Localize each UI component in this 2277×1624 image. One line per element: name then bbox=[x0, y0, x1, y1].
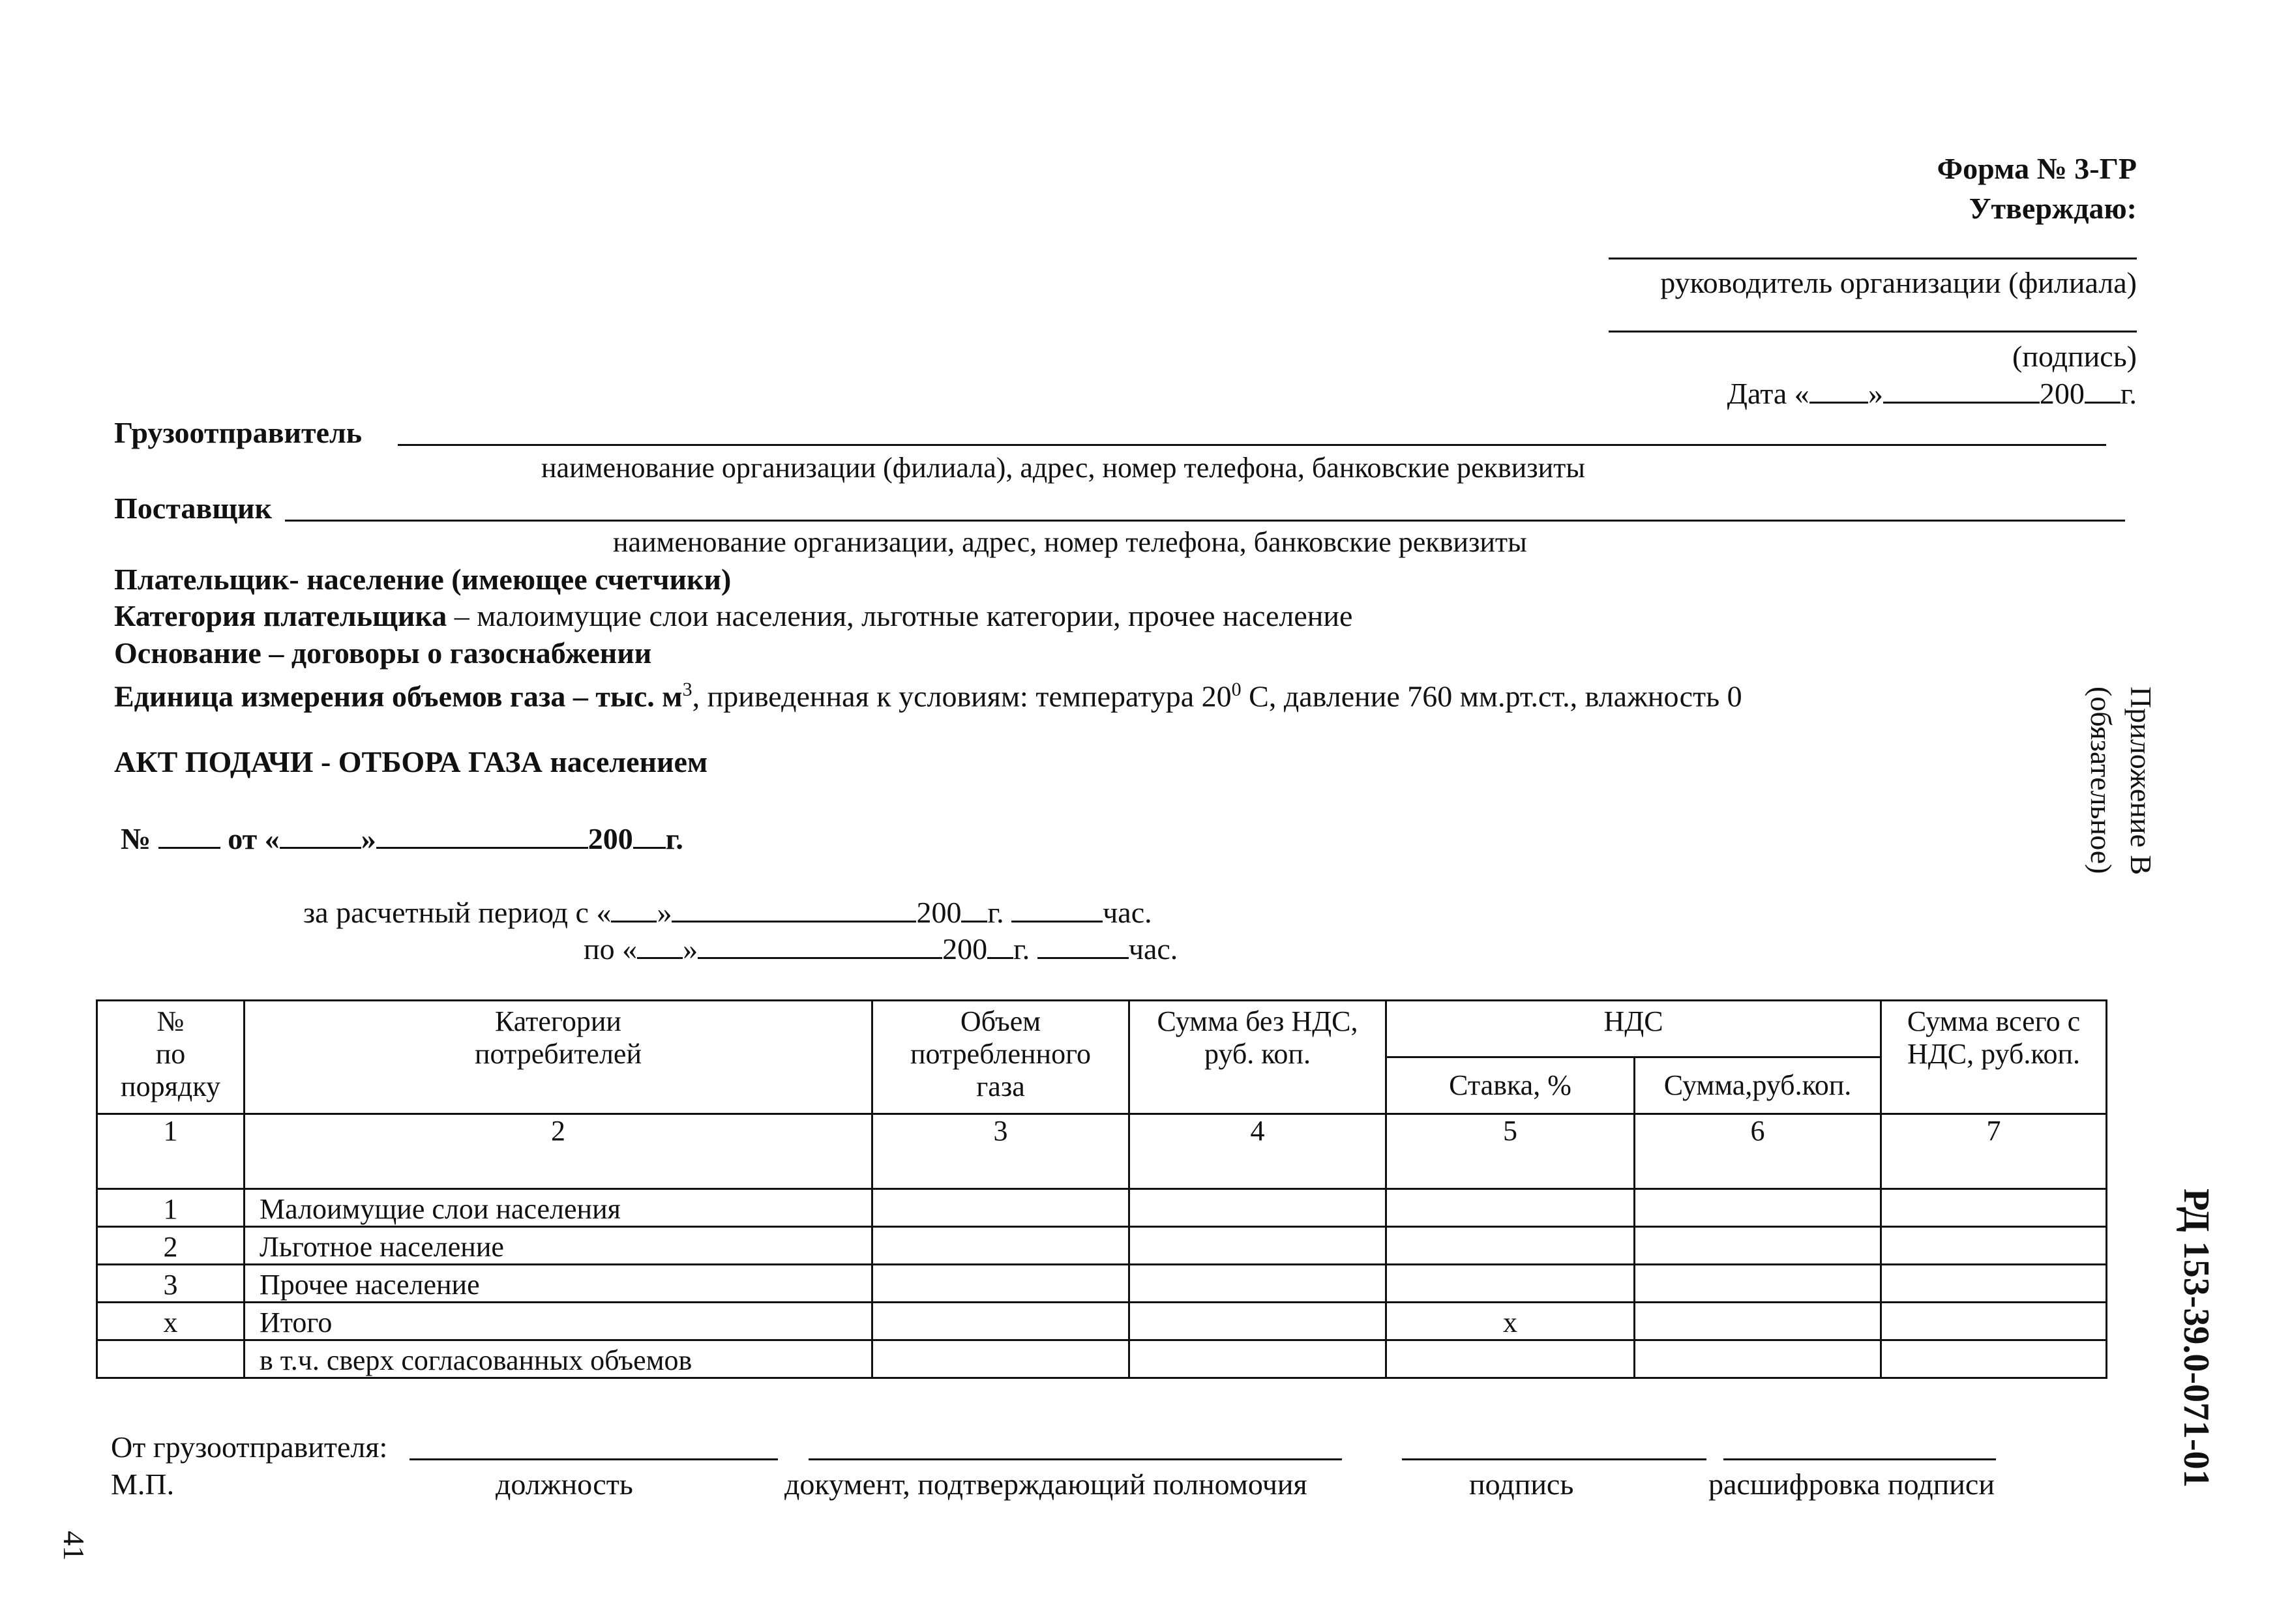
date-prefix: Дата « bbox=[1727, 377, 1809, 410]
payer: Плательщик- население (имеющее счетчики) bbox=[114, 563, 732, 596]
row-volume bbox=[872, 1189, 1129, 1227]
appendix-mandatory: (обязательное) bbox=[2085, 687, 2118, 874]
signature-line bbox=[1609, 331, 2137, 332]
head-caption: руководитель организации (филиала) bbox=[1660, 266, 2137, 299]
table-row bbox=[97, 1227, 2107, 1265]
table-row bbox=[97, 1189, 2107, 1227]
position-line bbox=[409, 1458, 778, 1460]
act-year: 200 bbox=[588, 822, 633, 855]
signature-decode-caption: расшифровка подписи bbox=[1708, 1468, 1995, 1501]
act-mid: » bbox=[361, 822, 376, 855]
row-total bbox=[1881, 1303, 2107, 1340]
row-sum-no-vat bbox=[1129, 1227, 1386, 1265]
table-row bbox=[97, 1340, 2107, 1378]
col-number: 6 bbox=[1635, 1114, 1881, 1189]
row-vat-rate bbox=[1386, 1227, 1635, 1265]
row-category: Прочее население bbox=[245, 1265, 872, 1303]
act-number-line bbox=[121, 821, 683, 857]
header-volume: Объем потребленного газа bbox=[872, 1001, 1129, 1114]
basis bbox=[114, 636, 651, 671]
col-number: 7 bbox=[1881, 1114, 2107, 1189]
period-to-g: г. bbox=[1013, 932, 1030, 966]
row-vat-rate bbox=[1386, 1265, 1635, 1303]
supplier-line bbox=[285, 520, 2125, 522]
supplier-caption: наименование организации, адрес, номер телефона, банковские реквизиты bbox=[613, 526, 1527, 558]
unit bbox=[114, 672, 1742, 714]
col-number: 4 bbox=[1129, 1114, 1386, 1189]
period-to bbox=[584, 932, 1178, 967]
basis-label: Основание – bbox=[114, 636, 284, 670]
payer-category bbox=[114, 598, 1352, 634]
period-to-hour: час. bbox=[1128, 932, 1178, 966]
period-from-g: г. bbox=[987, 896, 1004, 929]
row-sum-no-vat bbox=[1129, 1265, 1386, 1303]
period-from-label: за расчетный период с « bbox=[303, 896, 612, 929]
col-number: 1 bbox=[97, 1114, 245, 1189]
row-category: в т.ч. сверх согласованных объемов bbox=[245, 1340, 872, 1378]
header-vat-sum: Сумма,руб.коп. bbox=[1635, 1057, 1881, 1114]
date-year: 200 bbox=[2039, 377, 2085, 410]
row-sum-no-vat bbox=[1129, 1340, 1386, 1378]
column-number-row bbox=[97, 1114, 2107, 1189]
row-vat-sum bbox=[1635, 1265, 1881, 1303]
shipper-label: Грузоотправитель bbox=[114, 416, 363, 449]
unit-label: Единица измерения объемов газа – тыс. м bbox=[114, 679, 683, 713]
payer-category-label: Категория плательщика bbox=[114, 599, 447, 632]
table-row bbox=[97, 1303, 2107, 1340]
header-num: № по порядку bbox=[97, 1001, 245, 1114]
period-to-year: 200 bbox=[942, 932, 988, 966]
row-num: 3 bbox=[97, 1265, 245, 1303]
row-total bbox=[1881, 1340, 2107, 1378]
row-volume bbox=[872, 1340, 1129, 1378]
approval-date bbox=[1727, 376, 2137, 411]
row-num: x bbox=[97, 1303, 245, 1340]
supplier-label: Поставщик bbox=[114, 492, 273, 525]
authority-doc-line bbox=[809, 1458, 1342, 1460]
shipper-caption: наименование организации (филиала), адрес, номер телефона, банковские реквизиты bbox=[541, 452, 1585, 484]
header-vat: НДС bbox=[1386, 1001, 1881, 1057]
table-row bbox=[97, 1265, 2107, 1303]
unit-sup: 3 bbox=[682, 679, 692, 700]
header-vat-rate: Ставка, % bbox=[1386, 1057, 1635, 1114]
col-number: 3 bbox=[872, 1114, 1129, 1189]
document-code: РД 153-39.0-071-01 bbox=[2176, 1188, 2216, 1488]
row-num bbox=[97, 1340, 245, 1378]
row-category: Льготное население bbox=[245, 1227, 872, 1265]
head-signature-line bbox=[1609, 258, 2137, 259]
row-category: Итого bbox=[245, 1303, 872, 1340]
row-vat-sum bbox=[1635, 1340, 1881, 1378]
row-total bbox=[1881, 1265, 2107, 1303]
form-number: Форма № 3-ГР bbox=[1937, 152, 2137, 185]
row-vat-rate bbox=[1386, 1340, 1635, 1378]
appendix-label: Приложение В bbox=[2124, 687, 2158, 876]
unit-value-1: , приведенная к условиям: температура 20 bbox=[692, 679, 1232, 713]
row-vat-sum bbox=[1635, 1189, 1881, 1227]
row-num: 2 bbox=[97, 1227, 245, 1265]
payer-category-value: – малоимущие слои населения, льготные категории, прочее население bbox=[447, 599, 1353, 632]
period-to-mid: » bbox=[683, 932, 698, 966]
from-shipper: От грузоотправителя: bbox=[111, 1430, 388, 1464]
authority-doc-caption: документ, подтверждающий полномочия bbox=[784, 1468, 1307, 1501]
col-number: 2 bbox=[245, 1114, 872, 1189]
row-category: Малоимущие слои населения bbox=[245, 1189, 872, 1227]
col-number: 5 bbox=[1386, 1114, 1635, 1189]
row-sum-no-vat bbox=[1129, 1189, 1386, 1227]
row-num: 1 bbox=[97, 1189, 245, 1227]
shipper-line bbox=[398, 444, 2106, 446]
unit-sup2: 0 bbox=[1231, 679, 1242, 700]
row-total bbox=[1881, 1227, 2107, 1265]
row-vat-sum bbox=[1635, 1227, 1881, 1265]
row-volume bbox=[872, 1265, 1129, 1303]
position-caption: должность bbox=[496, 1468, 633, 1501]
signature-caption-footer: подпись bbox=[1469, 1468, 1574, 1501]
signature-caption: (подпись) bbox=[2012, 340, 2137, 373]
unit-value-2: С, давление 760 мм.рт.ст., влажность 0 bbox=[1241, 679, 1742, 713]
date-mid: » bbox=[1868, 377, 1883, 410]
basis-value: договоры о газоснабжении bbox=[284, 636, 652, 670]
header-sum-no-vat: Сумма без НДС, руб. коп. bbox=[1129, 1001, 1386, 1114]
approve-label: Утверждаю: bbox=[1969, 192, 2137, 225]
period-from-hour: час. bbox=[1103, 896, 1152, 929]
act-year-suffix: г. bbox=[665, 822, 683, 855]
row-volume bbox=[872, 1227, 1129, 1265]
page-number: 41 bbox=[57, 1531, 91, 1561]
row-vat-rate bbox=[1386, 1189, 1635, 1227]
signature-line-footer bbox=[1402, 1458, 1706, 1460]
act-title: АКТ ПОДАЧИ - ОТБОРА ГАЗА населением bbox=[114, 745, 708, 778]
row-vat-sum bbox=[1635, 1303, 1881, 1340]
row-total bbox=[1881, 1189, 2107, 1227]
act-number-prefix: № bbox=[121, 822, 151, 855]
date-suffix: г. bbox=[2120, 377, 2137, 410]
row-sum-no-vat bbox=[1129, 1303, 1386, 1340]
stamp-label: М.П. bbox=[111, 1468, 175, 1501]
period-from-year: 200 bbox=[916, 896, 962, 929]
period-from-mid: » bbox=[657, 896, 672, 929]
period-from bbox=[303, 895, 1152, 930]
signature-decode-line bbox=[1723, 1458, 1996, 1460]
act-from: от « bbox=[228, 822, 280, 855]
header-total: Сумма всего с НДС, руб.коп. bbox=[1881, 1001, 2107, 1114]
period-to-label: по « bbox=[584, 932, 638, 966]
row-vat-rate: x bbox=[1386, 1303, 1635, 1340]
row-volume bbox=[872, 1303, 1129, 1340]
gas-act-table bbox=[96, 999, 2107, 1379]
header-category: Категории потребителей bbox=[245, 1001, 872, 1114]
